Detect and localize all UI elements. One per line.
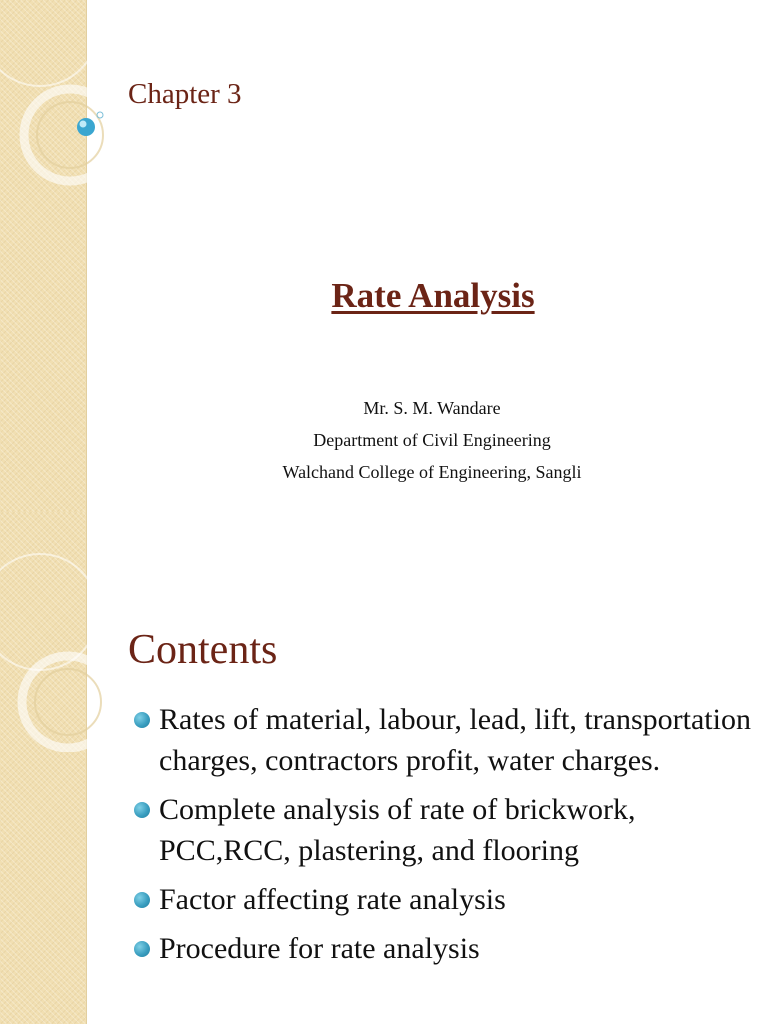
- list-item-text: Complete analysis of rate of brickwork, PCC,RCC, plastering, and flooring: [159, 793, 636, 867]
- author-college: Walchand College of Engineering, Sangli: [282, 462, 582, 482]
- contents-list: [134, 699, 754, 977]
- list-item: [134, 699, 754, 781]
- decorative-rings-icon: [0, 0, 140, 240]
- list-item-text: Procedure for rate analysis: [159, 932, 480, 965]
- bullet-icon: [134, 712, 150, 728]
- bullet-icon: [134, 892, 150, 908]
- bullet-icon: [134, 941, 150, 957]
- list-item-text: Factor affecting rate analysis: [159, 883, 506, 916]
- chapter-label: Chapter 3: [128, 78, 242, 110]
- list-item: [134, 789, 754, 871]
- list-item: [134, 879, 754, 920]
- list-item: [134, 928, 754, 969]
- author-name: Mr. S. M. Wandare: [363, 398, 501, 418]
- list-item-text: Rates of material, labour, lead, lift, transportation charges, contractors profit, water charges.: [159, 703, 751, 777]
- decorative-rings-icon: [0, 512, 140, 752]
- bullet-icon: [134, 802, 150, 818]
- slide-title: Rate Analysis: [331, 276, 535, 315]
- author-block: [96, 392, 768, 488]
- contents-heading: Contents: [128, 627, 278, 673]
- contents-slide: [0, 512, 768, 1024]
- author-department: Department of Civil Engineering: [313, 430, 551, 450]
